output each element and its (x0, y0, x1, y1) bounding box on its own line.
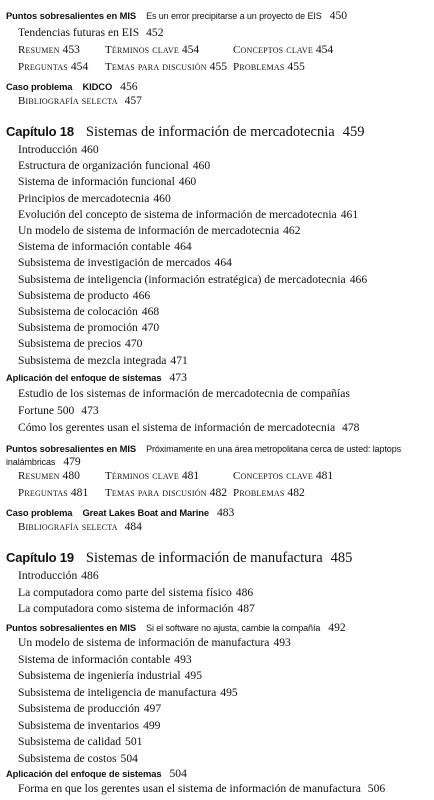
toc-entry (18, 355, 188, 367)
page-number: 473 (81, 404, 99, 417)
toc-entry (18, 637, 291, 649)
page-number: 460 (81, 143, 99, 156)
entry-title: Subsistema de producción (18, 702, 140, 715)
systems-approach-entry (6, 369, 187, 385)
end-matter-item: Preguntas 481 (18, 486, 89, 499)
toc-entry (18, 274, 367, 286)
toc-entry (18, 736, 142, 748)
chapter-heading (6, 550, 352, 566)
page-number: 486 (81, 569, 99, 582)
toc-entry (18, 144, 99, 156)
toc-entry (18, 570, 99, 582)
page-number: 483 (216, 506, 235, 519)
toc-entry (18, 306, 159, 318)
toc-entry (18, 257, 232, 269)
chapter-label: Capítulo 18 (6, 124, 74, 139)
end-matter-item: Resumen 453 (18, 43, 80, 56)
highlight-label: Puntos sobresalientes en MIS (6, 443, 137, 454)
toc-entry (18, 422, 359, 434)
end-matter-item: Temas para discusión 455 (105, 60, 228, 73)
end-matter-row (18, 470, 428, 484)
entry-title: Forma en que los gerentes usan el sistema de información de manufactura (18, 782, 361, 795)
entry-title: Subsistema de colocación (18, 305, 138, 318)
highlight-label: Puntos sobresalientes en MIS (6, 10, 137, 21)
highlight-title-cont: inalámbricas (6, 457, 56, 467)
mis-highlight-entry (6, 7, 347, 23)
page-number: 493 (273, 636, 291, 649)
chapter-label: Capítulo 19 (6, 550, 74, 565)
page-number: 506 (367, 782, 386, 795)
highlight-title: Próximamente en una área metropolitana cerca de usted: laptops (146, 444, 402, 454)
end-matter-item: Preguntas 454 (18, 60, 89, 73)
toc-entry (18, 290, 150, 302)
page-number: 485 (330, 550, 353, 566)
toc-entry (18, 338, 142, 350)
page-number: 492 (328, 621, 346, 634)
page-number: 462 (283, 224, 301, 237)
case-label: Caso problema (6, 81, 73, 92)
entry-title: Fortune 500 (18, 404, 75, 417)
page-number: 499 (143, 718, 161, 732)
toc-entry (18, 654, 192, 666)
page-number: 466 (349, 272, 368, 286)
page-number: 459 (342, 124, 365, 140)
systems-label: Aplicación del enfoque de sistemas (6, 768, 162, 779)
page-number: 470 (125, 337, 143, 351)
end-matter-item: Problemas 455 (233, 60, 305, 73)
page-number: 460 (192, 159, 211, 173)
entry-title: Subsistema de ingeniería industrial (18, 669, 181, 682)
page-number: 470 (141, 321, 160, 335)
toc-entry (18, 388, 350, 400)
page-number: 468 (141, 305, 160, 318)
case-title: Great Lakes Boat and Marine (82, 507, 209, 518)
toc-entry (18, 193, 171, 205)
end-matter-item: Conceptos clave 454 (233, 43, 334, 56)
entry-title: Subsistema de inteligencia (información estratégica) de mercadotecnia (18, 272, 346, 286)
entry-title: Subsistema de precios (18, 337, 122, 351)
end-matter-item: Términos clave 454 (105, 43, 200, 56)
entry-title: Bibliografía selecta (18, 95, 118, 107)
end-matter-item: Temas para discusión 482 (105, 486, 228, 499)
toc-entry (18, 720, 160, 732)
page-number: 479 (63, 455, 81, 468)
toc-entry (18, 176, 196, 188)
page-number: 501 (125, 735, 143, 748)
page-number: 487 (237, 602, 255, 615)
chapter-title: Sistemas de información de manufactura (85, 550, 323, 566)
page-number: 484 (124, 520, 142, 533)
entry-title: Subsistema de investigación de mercados (18, 256, 211, 270)
page-number: 460 (153, 191, 171, 205)
page-number: 504 (120, 751, 138, 765)
end-matter-item: Términos clave 481 (105, 469, 200, 482)
page-number: 495 (220, 685, 238, 699)
entry-title: Introducción (18, 143, 78, 156)
page-number: 473 (169, 371, 187, 384)
end-matter-item: Conceptos clave 481 (233, 469, 334, 482)
page-number: 464 (174, 240, 192, 254)
highlight-title: Es un error precipitarse a un proyecto de EIS (146, 11, 322, 21)
bibliography-entry (18, 521, 142, 533)
entry-title: Principios de mercadotecnia (18, 191, 150, 205)
page-number: 486 (235, 585, 254, 599)
entry-title: Tendencias futuras en EIS (18, 26, 140, 39)
case-problem-entry (6, 78, 138, 94)
highlight-label: Puntos sobresalientes en MIS (6, 622, 137, 633)
mis-highlight-entry (6, 619, 346, 635)
page-number: 493 (174, 652, 192, 666)
entry-title: Subsistema de inteligencia de manufactura (18, 685, 217, 699)
entry-title: Un modelo de sistema de información de mercadotecnia (18, 224, 280, 237)
toc-entry (18, 209, 358, 221)
entry-title: La computadora como sistema de información (18, 602, 234, 615)
entry-title: Cómo los gerentes usan el sistema de información de mercadotecnia (18, 421, 336, 434)
entry-title: Sistema de información contable (18, 240, 171, 254)
toc-entry (18, 603, 255, 615)
toc-entry (18, 687, 238, 699)
toc-entry (18, 670, 202, 682)
toc-entry (18, 225, 300, 237)
page-number: 471 (170, 353, 188, 367)
systems-label: Aplicación del enfoque de sistemas (6, 372, 162, 383)
end-matter-row (18, 61, 428, 75)
case-label: Caso problema (6, 507, 73, 518)
entry-title: Sistema de información funcional (18, 175, 175, 189)
entry-title: La computadora como parte del sistema físico (18, 585, 232, 599)
page-number: 457 (124, 94, 142, 107)
entry-title: Introducción (18, 569, 78, 582)
mis-highlight-entry-cont (6, 453, 81, 469)
entry-title: Estructura de organización funcional (18, 159, 189, 173)
systems-approach-entry (6, 765, 187, 781)
entry-title: Sistema de información contable (18, 652, 171, 666)
end-matter-item: Problemas 482 (233, 486, 305, 499)
toc-entry (18, 405, 99, 417)
end-matter-row (18, 44, 428, 58)
page-number: 478 (342, 421, 360, 434)
entry-title: Subsistema de calidad (18, 735, 122, 748)
page-number: 452 (146, 26, 164, 39)
page-number: 460 (178, 175, 197, 189)
page-number: 466 (132, 288, 151, 302)
page-number: 504 (169, 767, 187, 780)
chapter-heading (6, 124, 364, 140)
entry-title: Bibliografía selecta (18, 521, 118, 533)
page-number: 497 (143, 702, 162, 715)
toc-entry (18, 587, 253, 599)
page-number: 450 (329, 9, 348, 22)
entry-title: Subsistema de inventarios (18, 718, 140, 732)
highlight-title: Si el software no ajusta, cambie la compañía (146, 623, 321, 633)
toc-entry (18, 753, 138, 765)
toc-entry (18, 703, 161, 715)
end-matter-item: Resumen 480 (18, 469, 80, 482)
chapter-title: Sistemas de información de mercadotecnia (85, 124, 335, 140)
entry-title: Subsistema de producto (18, 288, 129, 302)
end-matter-row (18, 487, 428, 501)
page-number: 461 (340, 207, 359, 221)
entry-title: Subsistema de mezcla integrada (18, 353, 167, 367)
bibliography-entry (18, 95, 142, 107)
toc-entry (18, 241, 192, 253)
toc-entry (18, 322, 159, 334)
toc-entry (18, 783, 385, 795)
entry-title: Un modelo de sistema de información de manufactura (18, 636, 270, 649)
page-number: 456 (120, 80, 138, 93)
toc-entry (18, 27, 164, 39)
entry-title: Subsistema de costos (18, 751, 117, 765)
entry-title: Subsistema de promoción (18, 321, 138, 335)
toc-entry (18, 160, 210, 172)
page-number: 464 (214, 256, 232, 270)
case-title: KIDCO (82, 81, 113, 92)
entry-title: Evolución del concepto de sistema de información de mercadotecnia (18, 207, 337, 221)
page-number: 495 (184, 669, 202, 682)
entry-title: Estudio de los sistemas de información de mercadotecnia de compañías (18, 387, 350, 400)
case-problem-entry (6, 504, 234, 520)
